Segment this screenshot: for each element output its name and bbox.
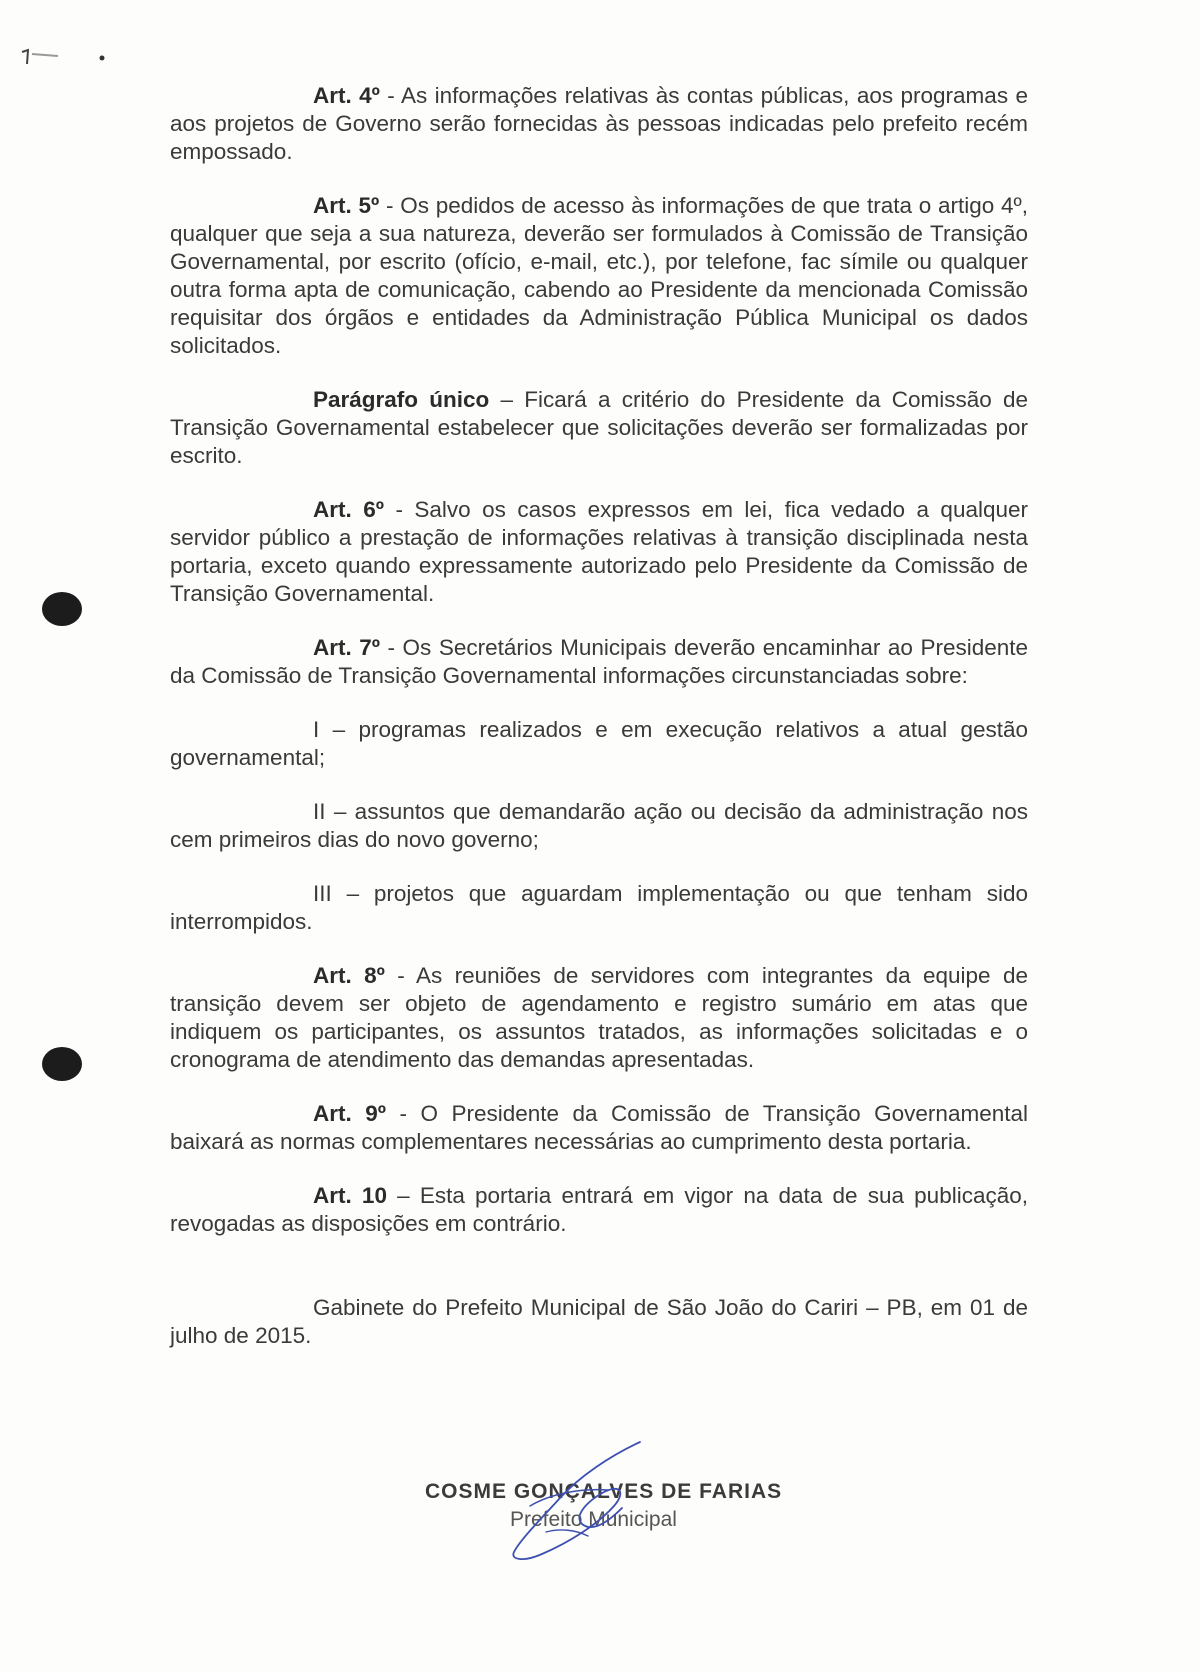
article-5: [170, 192, 1028, 360]
article-7-item-i: [170, 716, 1028, 772]
article-text: - As informações relativas às contas públicas, aos programas e aos projetos de Governo serão fornecidas às pessoas indicadas pelo prefeito recém empossado.: [170, 83, 1028, 164]
article-8: [170, 962, 1028, 1074]
article-lead: Parágrafo único: [313, 387, 490, 412]
article-text: – Ficará a critério do Presidente da Comissão de Transição Governamental estabelecer que solicitações deverão ser formalizadas por escrito.: [170, 387, 1028, 468]
item-text: I – programas realizados e em execução relativos a atual gestão governamental;: [170, 717, 1028, 770]
item-text: III – projetos que aguardam implementação ou que tenham sido interrompidos.: [170, 881, 1028, 934]
article-text: - Os pedidos de acesso às informações de que trata o artigo 4º, qualquer que seja a sua natureza, deverão ser formulados à Comissão de Transição Governamental, por escrito (ofício, e-mail, etc.), por telefone, fac símile ou qualquer outra forma apta de comunicação, cabendo ao Presidente da mencionada Comissão requisitar dos órgãos e entidades da Administração Pública Municipal os dados solicitados.: [170, 193, 1029, 358]
article-lead: Art. 7º: [313, 635, 381, 660]
signatory-role: Prefeito Municipal: [510, 1508, 677, 1531]
article-9: [170, 1100, 1028, 1156]
article-lead: Art. 5º: [313, 193, 380, 218]
closing-place-date: Gabinete do Prefeito Municipal de São João do Cariri – PB, em 01 de julho de 2015.: [170, 1295, 1028, 1348]
article-text: - O Presidente da Comissão de Transição Governamental baixará as normas complementares necessárias ao cumprimento desta portaria.: [170, 1101, 1028, 1154]
article-text: - Salvo os casos expressos em lei, fica vedado a qualquer servidor público a prestação de informações relativas à transição disciplinada nesta portaria, exceto quando expressamente autorizado pelo Presidente da Comissão de Transição Governamental.: [170, 497, 1029, 606]
article-lead: Art. 10: [313, 1183, 387, 1208]
article-7: [170, 634, 1028, 690]
article-lead: Art. 9º: [313, 1101, 386, 1126]
article-10: [170, 1182, 1028, 1238]
article-6: [170, 496, 1028, 608]
article-7-item-iii: [170, 880, 1028, 936]
article-text: - Os Secretários Municipais deverão encaminhar ao Presidente da Comissão de Transição Governamental informações circunstanciadas sobre:: [170, 635, 1029, 688]
document-body: [170, 82, 1028, 1350]
punch-hole: [42, 592, 82, 626]
article-text: – Esta portaria entrará em vigor na data de sua publicação, revogadas as disposições em contrário.: [170, 1183, 1028, 1236]
signatory-name: COSME GONÇALVES DE FARIAS: [425, 1480, 783, 1503]
article-text: - As reuniões de servidores com integrantes da equipe de transição devem ser objeto de agendamento e registro sumário em atas que indiquem os participantes, os assuntos tratados, as informações solicitadas e o cronograma de atendimento das demandas apresentadas.: [170, 963, 1028, 1072]
handwritten-signature: [490, 1436, 660, 1568]
punch-hole: [42, 1047, 82, 1081]
item-text: II – assuntos que demandarão ação ou decisão da administração nos cem primeiros dias do novo governo;: [170, 799, 1028, 852]
scan-mark: [18, 44, 108, 74]
paragrafo-unico: [170, 386, 1028, 470]
article-lead: Art. 6º: [313, 497, 384, 522]
article-lead: Art. 8º: [313, 963, 385, 988]
article-4: [170, 82, 1028, 166]
article-7-item-ii: [170, 798, 1028, 854]
article-lead: Art. 4º: [313, 83, 380, 108]
